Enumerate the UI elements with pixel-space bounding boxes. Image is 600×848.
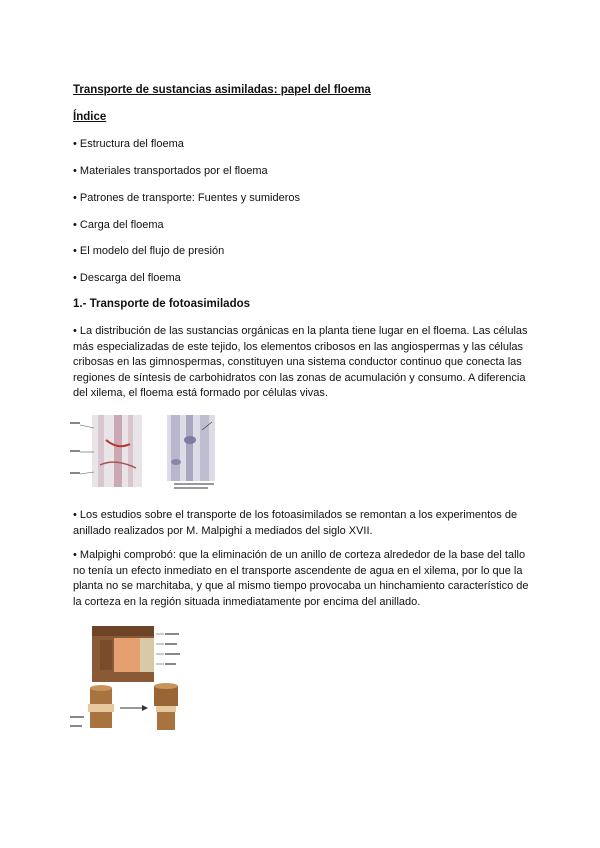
index-item: • El modelo del flujo de presión [73, 245, 225, 257]
document-title: Transporte de sustancias asimiladas: papel del floema [73, 84, 371, 96]
index-heading: Índice [73, 111, 107, 123]
paragraph: • Malpighi comprobó: que la eliminación de un anillo de corteza alrededor de la base del tallo no tenía un efecto inmediato en el transporte ascendente de agua en el xilema, por lo que la planta no se marchitaba, y que al mismo tiempo provocaba un hinchamiento característico de la corteza en la región situada inmediatamente por encima del anillado. [73, 549, 529, 608]
index-item: • Patrones de transporte: Fuentes y sumideros [73, 192, 301, 204]
index-item: • Carga del floema [73, 219, 164, 231]
index-item: • Descarga del floema [73, 272, 181, 284]
section-heading: 1.- Transporte de fotoasimilados [73, 298, 251, 310]
paragraph: • Los estudios sobre el transporte de los fotoasimilados se remontan a los experimentos de anillado realizados por M. Malpighi a mediados del siglo XVII. [73, 509, 518, 537]
index-item: • Materiales transportados por el floema [73, 165, 268, 177]
phloem-micrograph-figure [70, 410, 220, 492]
paragraph: • La distribución de las sustancias orgánicas en la planta tiene lugar en el floema. Las células más especializadas de este tejido, los elementos cribosos en las angiospermas y las células cribosas en las gimnospermas, constituyen una sistema conductor continuo que conecta las regiones de síntesis de carbohidratos con las zonas de acumulación y consumo. A diferencia del xilema, el floema está formado por células vivas. [73, 325, 528, 399]
index-item: • Estructura del floema [73, 138, 184, 150]
girdling-experiment-figure [70, 622, 200, 734]
